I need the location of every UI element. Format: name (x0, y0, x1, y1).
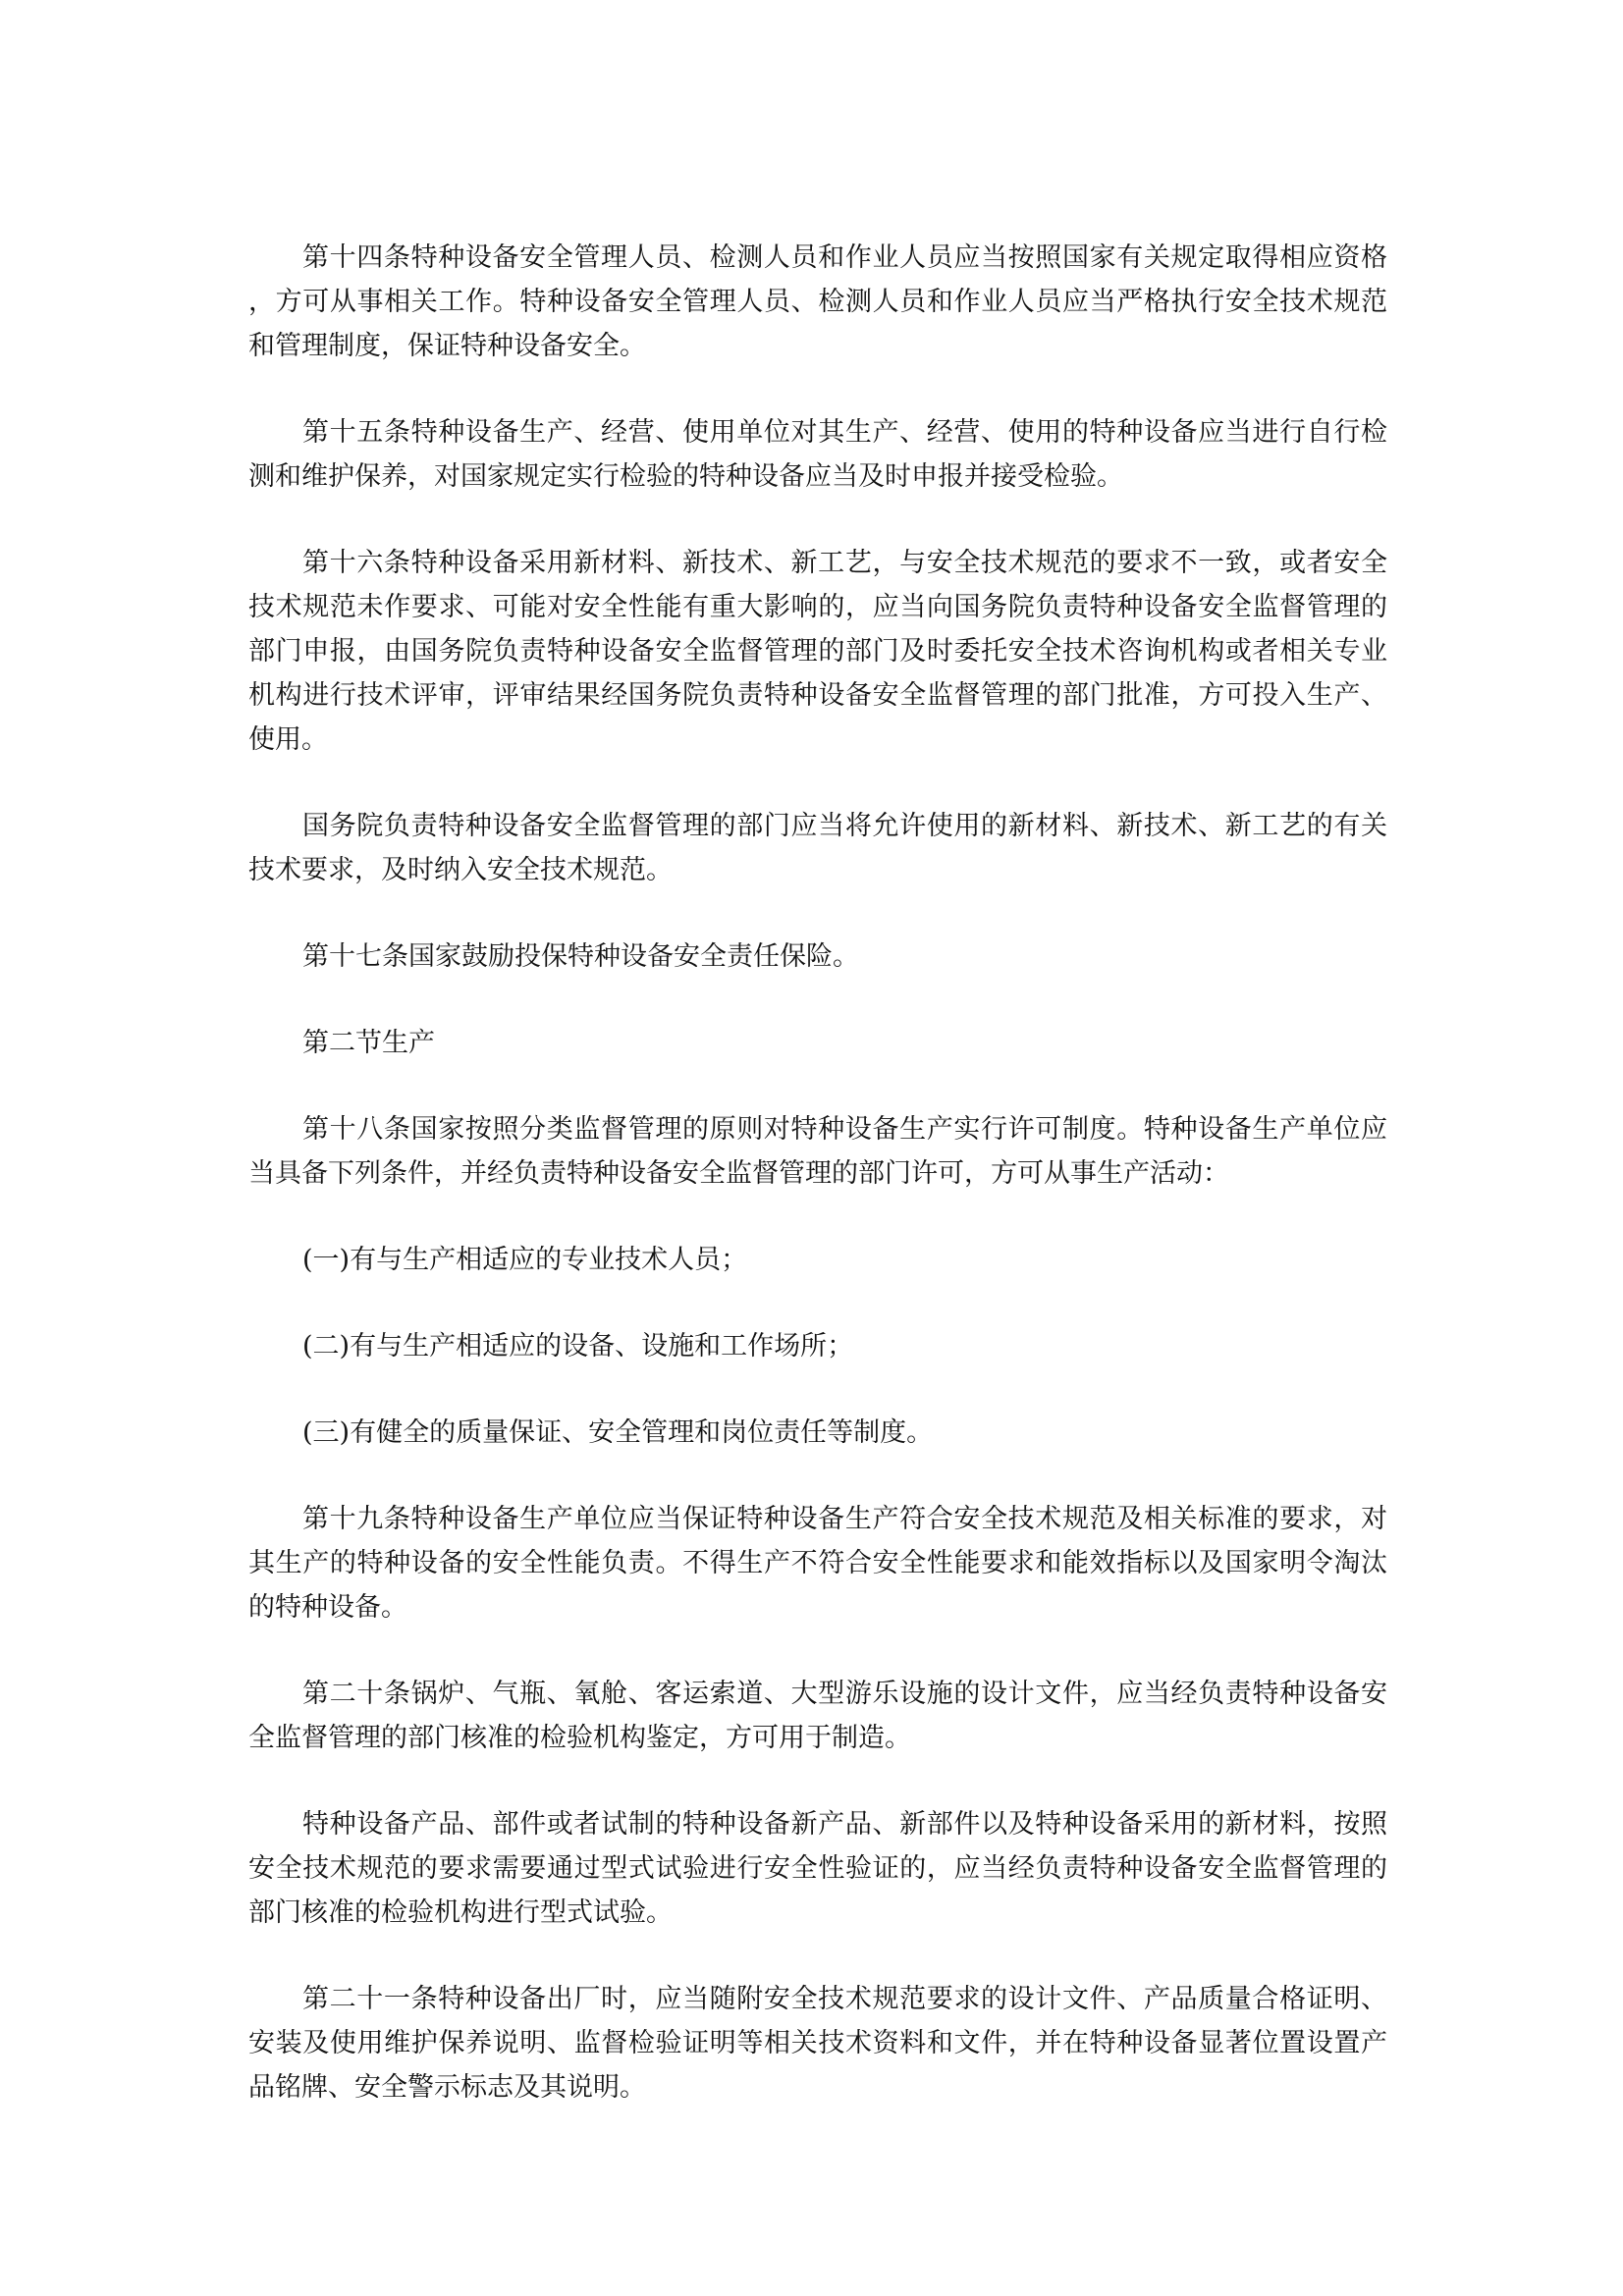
article-20-paragraph: 第二十条锅炉、气瓶、氧舱、客运索道、大型游乐设施的设计文件，应当经负责特种设备安全监督管理的部门核准的检验机构鉴定，方可用于制造。 (248, 1679, 1387, 1753)
article-20-continuation-paragraph: 特种设备产品、部件或者试制的特种设备新产品、新部件以及特种设备采用的新材料，按照安全技术规范的要求需要通过型式试验进行安全性验证的，应当经负责特种设备安全监督管理的部门核准的检验机构进行型式试验。 (248, 1809, 1387, 1928)
article-14-paragraph: 第十四条特种设备安全管理人员、检测人员和作业人员应当按照国家有关规定取得相应资格，方可从事相关工作。特种设备安全管理人员、检测人员和作业人员应当严格执行安全技术规范和管理制度，保证特种设备安全。 (248, 242, 1387, 361)
condition-item-3: (三)有健全的质量保证、安全管理和岗位责任等制度。 (302, 1417, 934, 1448)
article-15-paragraph: 第十五条特种设备生产、经营、使用单位对其生产、经营、使用的特种设备应当进行自行检测和维护保养，对国家规定实行检验的特种设备应当及时申报并接受检验。 (248, 417, 1387, 492)
condition-item-2: (二)有与生产相适应的设备、设施和工作场所； (302, 1331, 854, 1362)
article-18-paragraph: 第十八条国家按照分类监督管理的原则对特种设备生产实行许可制度。特种设备生产单位应当具备下列条件，并经负责特种设备安全监督管理的部门许可，方可从事生产活动： (248, 1114, 1387, 1189)
section-heading: 第二节生产 (302, 1028, 435, 1058)
article-16-paragraph: 第十六条特种设备采用新材料、新技术、新工艺，与安全技术规范的要求不一致，或者安全技术规范未作要求、可能对安全性能有重大影响的，应当向国务院负责特种设备安全监督管理的部门申报，由国务院负责特种设备安全监督管理的部门及时委托安全技术咨询机构或者相关专业机构进行技术评审，评审结果经国务院负责特种设备安全监督管理的部门批准，方可投入生产、使用。 (248, 548, 1387, 755)
article-19-paragraph: 第十九条特种设备生产单位应当保证特种设备生产符合安全技术规范及相关标准的要求，对其生产的特种设备的安全性能负责。不得生产不符合安全性能要求和能效指标以及国家明令淘汰的特种设备。 (248, 1504, 1387, 1623)
article-17-paragraph: 第十七条国家鼓励投保特种设备安全责任保险。 (302, 941, 859, 972)
document-body (248, 236, 1387, 2152)
article-16-continuation-paragraph: 国务院负责特种设备安全监督管理的部门应当将允许使用的新材料、新技术、新工艺的有关技术要求，及时纳入安全技术规范。 (248, 811, 1387, 885)
article-21-paragraph: 第二十一条特种设备出厂时，应当随附安全技术规范要求的设计文件、产品质量合格证明、安装及使用维护保养说明、监督检验证明等相关技术资料和文件，并在特种设备显著位置设置产品铭牌、安全警示标志及其说明。 (248, 1984, 1387, 2103)
condition-item-1: (一)有与生产相适应的专业技术人员； (302, 1245, 748, 1275)
